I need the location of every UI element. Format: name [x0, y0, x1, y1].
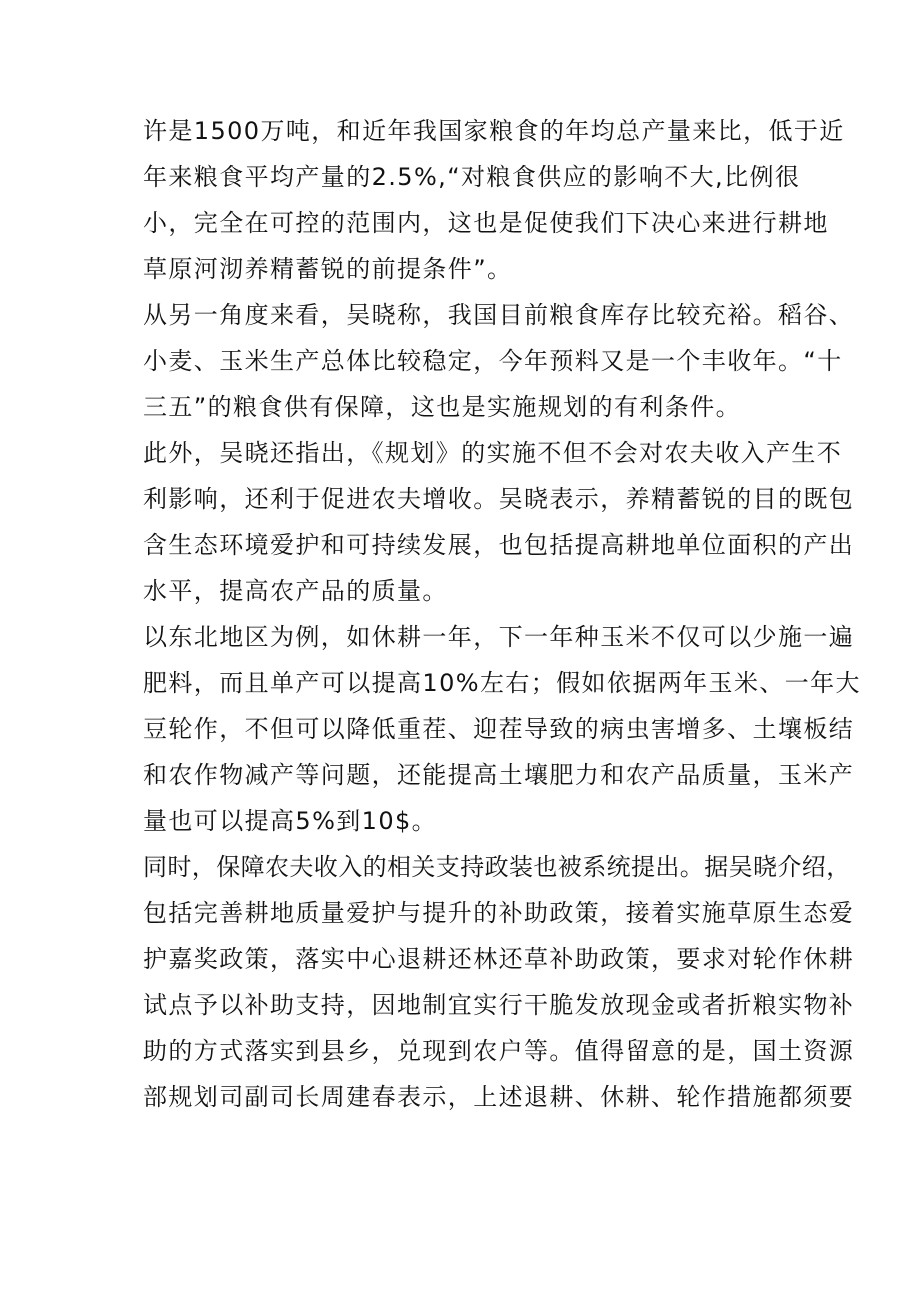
text-line: 包括完善耕地质量爱护与提升的补助政策，接着实施草原生态爱 [143, 899, 855, 927]
text-line: 以东北地区为例，如休耕一年，下一年种玉米不仅可以少施一遍 [143, 623, 855, 651]
text-line: 同时，保障农夫收入的相关支持政装也被系统提出。据吴晓介绍， [143, 853, 851, 881]
text-line: 小，完全在可控的范围内，这也是促使我们下决心来进行耕地 [143, 209, 829, 237]
text-line: 含生态环境爱护和可持续发展，也包括提高耕地单位面积的产出 [143, 531, 855, 559]
text-line: 小麦、玉米生产总体比较稳定，今年预料又是一个丰收年。“十 [143, 347, 843, 375]
text-line: 豆轮作，不但可以降低重茬、迎茬导致的病虫害增多、土壤板结 [143, 715, 855, 743]
text-line: 此外，吴晓还指出，《规划》的实施不但不会对农夫收入产生不 [143, 439, 843, 467]
text-line: 肥料，而且单产可以提高10%左右；假如依据两年玉米、一年大 [143, 669, 861, 697]
text-line: 年来粮食平均产量的2.5%,“对粮食供应的影响不大,比例很 [143, 163, 801, 191]
document-body [143, 108, 861, 1120]
paragraph [143, 614, 861, 844]
text-line: 和农作物减产等问题，还能提高土壤肥力和农产品质量，玉米产 [143, 761, 855, 789]
text-line: 助的方式落实到县乡，兑现到农户等。值得留意的是，国土资源 [143, 1037, 855, 1065]
text-line: 部规划司副司长周建春表示，上述退耕、休耕、轮作措施都须要 [143, 1083, 855, 1111]
text-line: 草原河沏养精蓄锐的前提条件”。 [143, 255, 513, 283]
paragraph [143, 108, 845, 292]
text-line: 利影响，还利于促进农夫增收。吴晓表示，养精蓄锐的目的既包 [143, 485, 855, 513]
paragraph [143, 844, 855, 1120]
paragraph [143, 292, 855, 430]
text-line: 许是1500万吨，和近年我国家粮食的年均总产量来比，低于近 [143, 117, 845, 145]
text-line: 水平，提高农产品的质量。 [143, 577, 448, 605]
text-line: 护嘉奖政策，落实中心退耕还林还草补助政策，要求对轮作休耕 [143, 945, 855, 973]
text-line: 从另一角度来看，吴晓称，我国目前粮食库存比较充裕。稻谷、 [143, 301, 855, 329]
text-line: 试点予以补助支持，因地制宜实行干脆发放现金或者折粮实物补 [143, 991, 855, 1019]
paragraph [143, 430, 855, 614]
text-line: 量也可以提高5%到10$。 [143, 807, 438, 835]
text-line: 三五”的粮食供有保障，这也是实施规划的有利条件。 [143, 393, 742, 421]
